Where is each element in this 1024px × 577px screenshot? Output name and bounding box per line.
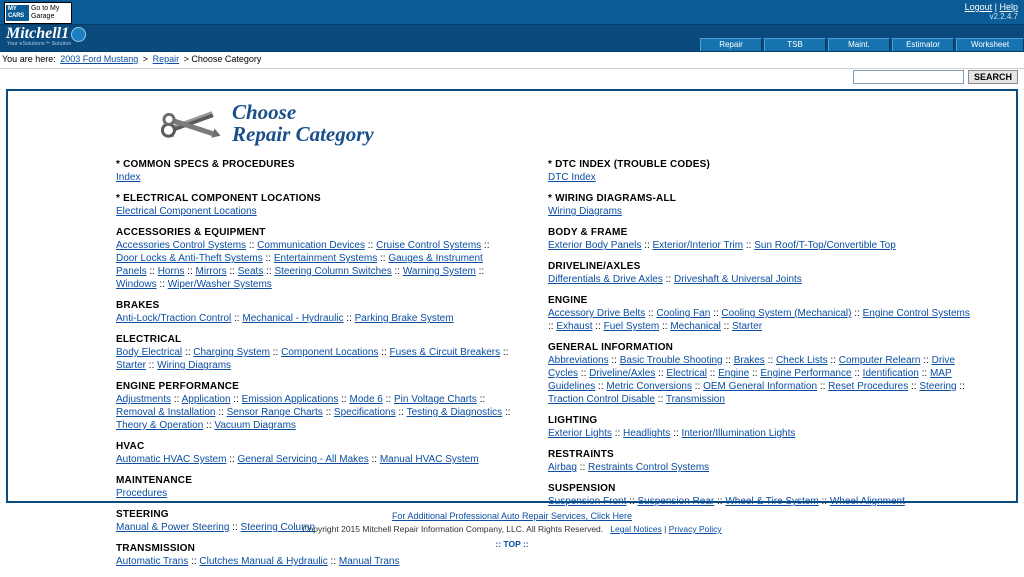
breadcrumb-sep-1: >	[142, 54, 149, 64]
link-separator: ::	[188, 556, 200, 567]
link-separator: ::	[595, 381, 607, 392]
link-separator: ::	[851, 368, 863, 379]
category-group-title: MAINTENANCE	[116, 475, 193, 486]
category-link[interactable]: Charging System	[193, 347, 270, 358]
category-link-list	[116, 312, 512, 325]
category-link[interactable]: Entertainment Systems	[273, 253, 378, 264]
link-separator: ::	[706, 368, 719, 379]
category-link[interactable]: Identification	[862, 368, 919, 379]
category-link[interactable]: Fuses & Circuit Breakers	[389, 347, 501, 358]
category-link[interactable]: Body Electrical	[116, 347, 183, 358]
link-separator: ::	[475, 266, 485, 277]
breadcrumb	[0, 52, 1024, 69]
category-link[interactable]: Electrical Component Locations	[116, 206, 257, 217]
category-link-list	[116, 171, 512, 184]
tab-tsb[interactable]: TSB	[764, 38, 826, 51]
link-separator: ::	[918, 368, 930, 379]
link-separator: ::	[171, 394, 182, 405]
category-group	[116, 475, 512, 500]
category-link[interactable]: Adjustments	[116, 394, 172, 405]
version-label: v2.2.4.7	[989, 12, 1018, 21]
link-separator: ::	[230, 394, 242, 405]
category-link[interactable]: Application	[181, 394, 231, 405]
link-separator: ::	[662, 274, 674, 285]
my-garage-button[interactable]	[4, 2, 72, 24]
link-separator: ::	[670, 428, 682, 439]
link-separator: ::	[269, 347, 282, 358]
category-link[interactable]: Anti-Lock/Traction Control	[116, 313, 232, 324]
category-group	[548, 295, 1016, 333]
link-separator: ::	[654, 394, 666, 405]
category-group	[548, 227, 1016, 252]
category-group	[548, 261, 1016, 286]
link-separator: ::	[743, 240, 755, 251]
link-separator: ::	[722, 355, 734, 366]
category-link[interactable]: Index	[116, 172, 141, 183]
category-link[interactable]: General Servicing - All Makes	[237, 454, 369, 465]
category-group	[548, 159, 1016, 184]
category-link[interactable]: Driveshaft & Universal Joints	[673, 274, 802, 285]
link-separator: ::	[368, 454, 380, 465]
category-group-title: * COMMON SPECS & PROCEDURES	[116, 159, 295, 170]
category-link[interactable]: Theory & Operation	[116, 420, 204, 431]
category-link-list	[548, 239, 978, 252]
help-link[interactable]: Help	[999, 2, 1018, 12]
copyright-text: Copyright 2015 Mitchell Repair Information Company, LLC. All Rights Reserved.	[302, 524, 604, 534]
category-link[interactable]: Emission Applications	[241, 394, 339, 405]
link-separator: ::	[182, 347, 194, 358]
category-link[interactable]: Parking Brake System	[354, 313, 454, 324]
category-link[interactable]: Automatic Trans	[116, 556, 189, 567]
category-link[interactable]: Clutches Manual & Hydraulic	[199, 556, 328, 567]
category-link[interactable]: Removal & Installation	[116, 407, 216, 418]
category-link[interactable]: Electrical	[666, 368, 707, 379]
category-link[interactable]: Mirrors	[195, 266, 227, 277]
link-separator: ::	[817, 381, 829, 392]
link-separator: ::	[851, 308, 863, 319]
link-separator: ::	[322, 407, 334, 418]
category-link[interactable]: Seats	[237, 266, 264, 277]
category-group	[548, 449, 1016, 474]
category-link[interactable]: Manual Trans	[338, 556, 400, 567]
breadcrumb-prefix: You are here:	[2, 54, 56, 64]
link-separator: ::	[343, 313, 355, 324]
link-separator: ::	[655, 368, 667, 379]
category-link-list	[116, 521, 512, 534]
link-separator: ::	[548, 321, 557, 332]
category-link[interactable]: Traction Control Disable	[548, 394, 655, 405]
category-link[interactable]: Transmission	[665, 394, 725, 405]
link-separator: ::	[818, 496, 830, 507]
link-separator: ::	[226, 454, 238, 465]
wrench-icon	[158, 102, 224, 145]
link-separator: ::	[720, 321, 733, 332]
category-link[interactable]: Wiring Diagrams	[548, 206, 622, 217]
category-link[interactable]: Engine Performance	[760, 368, 852, 379]
link-separator: ::	[229, 522, 241, 533]
category-link-list	[116, 239, 512, 291]
search-row	[0, 69, 1024, 87]
link-separator: ::	[327, 556, 339, 567]
link-separator: ::	[714, 496, 726, 507]
breadcrumb-repair[interactable]: Repair	[152, 54, 180, 64]
category-group	[116, 543, 512, 568]
brand-bar	[0, 25, 1024, 52]
link-separator: ::	[592, 321, 604, 332]
link-separator: ::	[231, 313, 243, 324]
tab-repair[interactable]: Repair	[700, 38, 762, 51]
category-link[interactable]: Steering Column Switches	[274, 266, 392, 277]
category-link[interactable]: Metric Conversions	[606, 381, 692, 392]
category-link[interactable]: Sun Roof/T-Top/Convertible Top	[754, 240, 896, 251]
category-link[interactable]: Specifications	[333, 407, 396, 418]
link-separator: ::	[481, 240, 490, 251]
my-garage-label: Go to My Garage	[30, 5, 60, 20]
category-link[interactable]: Basic Trouble Shooting	[619, 355, 723, 366]
tab-estimator[interactable]: Estimator	[892, 38, 954, 51]
link-separator: ::	[908, 381, 920, 392]
category-link-list	[548, 495, 978, 508]
category-group-title: * DTC INDEX (TROUBLE CODES)	[548, 159, 711, 170]
page-title-line-2: Repair Category	[232, 122, 374, 146]
link-separator: ::	[659, 321, 671, 332]
category-group-title: GENERAL INFORMATION	[548, 342, 674, 353]
link-separator: ::	[184, 266, 196, 277]
category-group-title: ACCESSORIES & EQUIPMENT	[116, 227, 266, 238]
category-link[interactable]: Exhaust	[556, 321, 593, 332]
link-separator: ::	[365, 240, 377, 251]
link-separator: ::	[645, 308, 657, 319]
category-link[interactable]: Manual HVAC System	[379, 454, 479, 465]
category-link[interactable]: Differentials & Drive Axles	[548, 274, 663, 285]
category-group	[116, 334, 512, 372]
category-link-list	[548, 171, 978, 184]
category-group-title: RESTRAINTS	[548, 449, 614, 460]
category-link[interactable]: Wheel Alignment	[829, 496, 905, 507]
category-link-list	[116, 453, 512, 466]
legal-notices-link[interactable]: Legal Notices	[610, 524, 662, 534]
category-link[interactable]: Procedures	[116, 488, 168, 499]
link-separator: ::	[500, 347, 509, 358]
category-link-list	[116, 205, 512, 218]
link-separator: ::	[764, 355, 776, 366]
category-link[interactable]: Wiring Diagrams	[157, 360, 232, 371]
category-link[interactable]: Drive Cycles	[548, 355, 955, 379]
category-link[interactable]: Testing & Diagnostics	[406, 407, 503, 418]
category-link[interactable]: Mechanical - Hydraulic	[242, 313, 344, 324]
link-separator: ::	[608, 355, 620, 366]
category-link[interactable]: Brakes	[733, 355, 765, 366]
link-separator: ::	[691, 381, 704, 392]
category-link[interactable]: Steering	[919, 381, 957, 392]
link-separator: ::	[476, 394, 486, 405]
category-link[interactable]: Exterior/Interior Trim	[652, 240, 744, 251]
category-link[interactable]: Headlights	[623, 428, 671, 439]
category-link-list	[116, 346, 512, 372]
category-group-title: * WIRING DIAGRAMS-ALL	[548, 193, 677, 204]
category-link[interactable]: Computer Relearn	[838, 355, 921, 366]
category-group-title: HVAC	[116, 441, 145, 452]
category-link[interactable]: Automatic HVAC System	[116, 454, 227, 465]
category-group-title: * ELECTRICAL COMPONENT LOCATIONS	[116, 193, 321, 204]
category-group-title: LIGHTING	[548, 415, 598, 426]
page-title	[8, 91, 1016, 145]
link-separator: ::	[246, 240, 258, 251]
breadcrumb-current: Choose Category	[191, 54, 262, 64]
category-group-title: ELECTRICAL	[116, 334, 182, 345]
category-link[interactable]: Wheel & Tire System	[725, 496, 819, 507]
category-link[interactable]: Mechanical	[670, 321, 721, 332]
category-link[interactable]: Starter	[732, 321, 763, 332]
category-link[interactable]: Fuel System	[603, 321, 660, 332]
category-group	[116, 227, 512, 291]
category-link[interactable]: Component Locations	[281, 347, 379, 358]
mitchell-logo-tagline: Your eSolutions™ Solution	[7, 41, 72, 47]
category-group	[548, 193, 1016, 218]
link-separator: ::	[377, 253, 389, 264]
link-separator: ::	[578, 368, 590, 379]
link-separator: ::	[226, 266, 238, 277]
category-group	[116, 441, 512, 466]
category-link[interactable]: Starter	[116, 360, 147, 371]
category-group	[116, 381, 512, 432]
link-separator: ::	[338, 394, 350, 405]
link-separator: ::	[502, 407, 511, 418]
link-separator: ::	[827, 355, 839, 366]
category-link-list	[116, 487, 512, 500]
mitchell-logo-text: Mitchell1	[6, 25, 70, 42]
category-link[interactable]: Interior/Illumination Lights	[681, 428, 796, 439]
back-to-top-link[interactable]: :: TOP ::	[495, 539, 529, 549]
category-group-title: BODY & FRAME	[548, 227, 628, 238]
breadcrumb-sep-2: >	[183, 54, 189, 64]
category-link-list	[548, 273, 978, 286]
category-group	[548, 483, 1016, 508]
page-title-line-1: Choose	[232, 100, 297, 124]
main-nav-tabs	[700, 38, 1024, 51]
search-input[interactable]	[853, 70, 964, 84]
link-separator: ::	[641, 240, 653, 251]
category-group-title: ENGINE	[548, 295, 588, 306]
professional-services-link[interactable]: For Additional Professional Auto Repair Services, Click Here	[391, 511, 633, 521]
tab-maint[interactable]: Maint.	[828, 38, 890, 51]
category-group-title: TRANSMISSION	[116, 543, 196, 554]
category-link[interactable]: Cooling System (Mechanical)	[721, 308, 852, 319]
category-link-list	[548, 427, 978, 440]
category-link[interactable]: Sensor Range Charts	[226, 407, 323, 418]
category-link[interactable]: Cooling Fan	[656, 308, 711, 319]
top-right-links	[965, 2, 1018, 21]
category-link[interactable]: Pin Voltage Charts	[393, 394, 477, 405]
category-link-list	[116, 393, 512, 432]
right-column	[512, 159, 1016, 577]
link-separator: ::	[262, 253, 274, 264]
link-separator: ::	[626, 496, 638, 507]
link-separator: ::	[391, 266, 403, 277]
category-group-title: BRAKES	[116, 300, 160, 311]
category-group	[116, 300, 512, 325]
category-link[interactable]: Airbag	[548, 462, 577, 473]
category-link-list	[548, 205, 978, 218]
category-link[interactable]: Windows	[116, 279, 157, 290]
category-link[interactable]: OEM General Information	[703, 381, 818, 392]
category-link-list	[116, 555, 512, 568]
link-separator: ::	[382, 394, 394, 405]
link-separator: ::	[920, 355, 932, 366]
link-separator: ::	[956, 381, 965, 392]
privacy-policy-link[interactable]: Privacy Policy	[668, 524, 722, 534]
category-group-title: ENGINE PERFORMANCE	[116, 381, 240, 392]
tab-worksheet[interactable]: Worksheet	[956, 38, 1024, 51]
category-link[interactable]: Steering Column	[240, 522, 316, 533]
category-group-title: SUSPENSION	[548, 483, 616, 494]
link-divider: |	[994, 2, 997, 12]
category-group-title: DRIVELINE/AXLES	[548, 261, 641, 272]
category-link[interactable]: DTC Index	[548, 172, 596, 183]
page-title-text	[232, 101, 374, 145]
link-separator: ::	[203, 420, 215, 431]
category-link[interactable]: Gauges & Instrument Panels	[116, 253, 483, 277]
category-link[interactable]: Horns	[157, 266, 185, 277]
category-link-list	[548, 354, 978, 406]
category-group	[116, 193, 512, 218]
category-link-list	[548, 307, 978, 333]
category-link[interactable]: Suspension Rear	[637, 496, 715, 507]
category-group-title: STEERING	[116, 509, 169, 520]
category-link[interactable]: Cruise Control Systems	[376, 240, 482, 251]
category-group	[548, 415, 1016, 440]
search-button[interactable]: SEARCH	[968, 70, 1018, 84]
category-link[interactable]: Driveline/Axles	[589, 368, 656, 379]
category-link-list	[548, 461, 978, 474]
category-link[interactable]: Mode 6	[349, 394, 383, 405]
breadcrumb-vehicle[interactable]: 2003 Ford Mustang	[60, 54, 139, 64]
link-separator: ::	[146, 360, 158, 371]
top-bar	[0, 0, 1024, 25]
category-link[interactable]: Accessories Control Systems	[116, 240, 247, 251]
link-separator: ::	[263, 266, 275, 277]
category-link[interactable]: Vacuum Diagrams	[214, 420, 296, 431]
mitchell-logo	[6, 26, 86, 42]
link-separator: ::	[395, 407, 407, 418]
category-group	[116, 509, 512, 534]
link-separator: ::	[215, 407, 227, 418]
my-cars-logo: MY CARS	[6, 5, 29, 21]
category-link[interactable]: Warning System	[402, 266, 476, 277]
category-link[interactable]: MAP Guidelines	[548, 368, 952, 392]
link-separator: ::	[576, 462, 589, 473]
category-link[interactable]: Suspension Front	[548, 496, 627, 507]
left-column	[8, 159, 512, 577]
category-link[interactable]: Wiper/Washer Systems	[167, 279, 272, 290]
footer-sep: |	[664, 524, 667, 534]
link-separator: ::	[146, 266, 158, 277]
logo-dot-icon	[71, 27, 86, 42]
category-group	[116, 159, 512, 184]
category-link[interactable]: Accessory Drive Belts	[548, 308, 646, 319]
category-link[interactable]: Engine	[718, 368, 750, 379]
logout-link[interactable]: Logout	[964, 2, 993, 12]
link-separator: ::	[611, 428, 624, 439]
category-group	[548, 342, 1016, 406]
link-separator: ::	[710, 308, 722, 319]
category-columns	[8, 145, 1016, 577]
link-separator: ::	[378, 347, 390, 358]
category-link[interactable]: Restraints Control Systems	[588, 462, 710, 473]
category-link[interactable]: Manual & Power Steering	[116, 522, 230, 533]
category-link[interactable]: Check Lists	[775, 355, 828, 366]
category-link[interactable]: Engine Control Systems	[862, 308, 970, 319]
category-link[interactable]: Communication Devices	[257, 240, 365, 251]
category-link[interactable]: Reset Procedures	[828, 381, 909, 392]
link-separator: ::	[156, 279, 168, 290]
link-separator: ::	[749, 368, 761, 379]
category-link[interactable]: Abbreviations	[548, 355, 609, 366]
category-link[interactable]: Exterior Lights	[548, 428, 612, 439]
category-link[interactable]: Exterior Body Panels	[548, 240, 642, 251]
category-link[interactable]: Door Locks & Anti-Theft Systems	[116, 253, 263, 264]
